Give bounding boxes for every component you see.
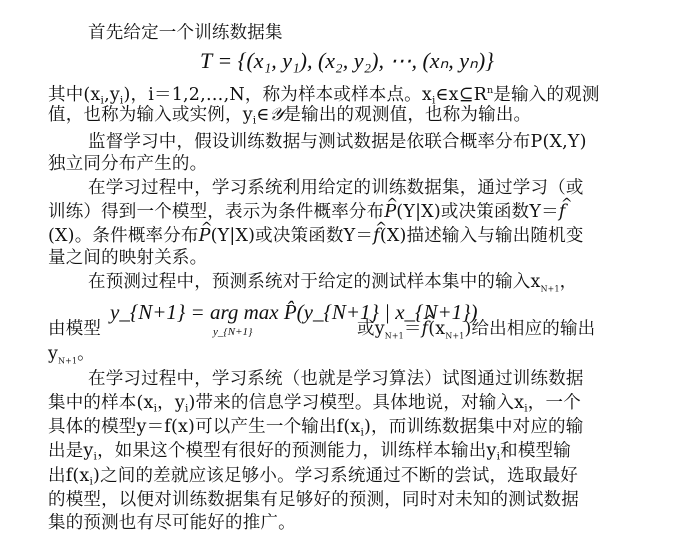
text-segment: 在学习过程中，学习系统（也就是学习算法）试图通过训练数据 xyxy=(88,369,584,389)
p-hat-symbol: ^ P xyxy=(199,225,211,247)
subscript: i xyxy=(252,114,257,127)
subscript: i xyxy=(360,426,365,439)
subscript: i xyxy=(89,475,94,488)
intro-text: 首先给定一个训练数据集 xyxy=(88,23,283,43)
text-segment: 在预测过程中，预测系统对于给定的测试样本集中的输入x xyxy=(88,272,541,292)
text-segment: (Y|X)或决策函数Y＝ xyxy=(210,226,374,246)
text-segment: 训练）得到一个模型，表示为条件概率分布 xyxy=(48,202,385,222)
subscript: i xyxy=(496,450,501,463)
learning-process-line-4 xyxy=(48,247,207,269)
p-hat-symbol: ^ P xyxy=(384,201,396,223)
text-segment: 和模型输 xyxy=(500,441,571,461)
text-segment: 具体的模型y＝f(x)可以产生一个输出f(x xyxy=(48,417,361,437)
dataset-formula-text: T = {(x₁, y₁), (x₂, y₂), ⋯, (xₙ, yₙ)} xyxy=(200,48,494,73)
supervised-learning-line-1 xyxy=(88,131,587,153)
subscript: i xyxy=(100,94,105,107)
subscript: N+1 xyxy=(58,356,78,366)
learning-process-line-3 xyxy=(48,225,584,247)
text-segment: y_{N+1} xyxy=(213,326,253,338)
learning-process-line-2 xyxy=(48,201,566,223)
text-segment: y xyxy=(48,344,59,364)
text-segment: )，而训练数据集中对应的输 xyxy=(364,417,584,437)
subscript: i xyxy=(119,94,124,107)
text-segment: 独立同分布产生的。 xyxy=(48,154,208,174)
f-hat-symbol: ^ f xyxy=(559,201,566,223)
text-segment: ＝ xyxy=(403,319,422,339)
sample-definition-line-2 xyxy=(48,104,531,126)
text-segment: 量之间的映射关系。 xyxy=(48,248,208,268)
subscript: i xyxy=(153,402,158,415)
subscript: N+1 xyxy=(540,284,560,294)
text-segment: 出是y xyxy=(48,441,94,461)
text-segment: )给出相应的输出 xyxy=(464,319,596,339)
text-segment: 是输出的观测值，也称为输出。 xyxy=(283,105,532,125)
text-segment: 值，也称为输入或实例，y xyxy=(48,105,253,125)
subscript: i xyxy=(184,402,189,415)
text-segment: ∈x⊆R xyxy=(435,84,487,105)
text-segment: )，i＝1,2,…,N，称为样本或样本点。x xyxy=(123,84,432,105)
superscript: n xyxy=(486,85,494,96)
argmax-subscript xyxy=(213,326,252,338)
subscript: N+1 xyxy=(384,331,404,341)
text-segment: 集的预测也有尽可能好的推广。 xyxy=(48,513,296,533)
text-segment: 是输入的观测 xyxy=(493,84,600,105)
text-segment: ， xyxy=(559,272,578,292)
text-segment: )带来的信息学习模型。具体地说，对输入x xyxy=(188,393,525,413)
text-segment: (X)描述输入与输出随机变 xyxy=(379,226,584,246)
f-hat-symbol: ^ f xyxy=(373,225,380,247)
text-segment: 。 xyxy=(77,344,95,364)
f-hat-symbol: ^ f xyxy=(422,318,429,340)
prediction-process-line-2a xyxy=(48,318,101,340)
text-segment: 在学习过程中，学习系统利用给定的训练数据集，通过学习（或 xyxy=(88,178,584,198)
text-segment: 出f(x xyxy=(48,466,90,486)
text-segment: (X)。条件概率分布 xyxy=(48,226,199,246)
script-y-symbol: 𝒴 xyxy=(269,105,284,125)
learning-system-line-7 xyxy=(48,512,296,534)
subscript: i xyxy=(431,94,436,107)
text-segment: (x xyxy=(428,319,446,339)
text-segment: 或y xyxy=(357,319,385,339)
learning-system-line-3 xyxy=(48,416,583,438)
prediction-process-line-3 xyxy=(48,343,95,365)
subscript: i xyxy=(93,450,98,463)
supervised-learning-line-2 xyxy=(48,153,207,175)
text-segment: ，如果这个模型有很好的预测能力，训练样本输出y xyxy=(97,441,497,461)
learning-system-line-6 xyxy=(48,489,579,511)
paragraph-intro-line xyxy=(88,22,283,44)
subscript: N+1 xyxy=(445,331,465,341)
text-segment: 其中(x xyxy=(48,84,101,105)
text-segment: 的模型，以便对训练数据集有足够好的预测，同时对未知的测试数据 xyxy=(48,490,579,510)
text-segment: 监督学习中，假设训练数据与测试数据是依联合概率分布P(X,Y) xyxy=(88,132,587,152)
prediction-process-line-1 xyxy=(88,271,577,293)
text-segment: )之间的差就应该足够小。学习系统通过不断的尝试，选取最好 xyxy=(93,466,578,486)
subscript: i xyxy=(524,402,528,415)
learning-system-line-4 xyxy=(48,440,571,462)
text-segment: ∈ xyxy=(256,105,270,125)
learning-system-line-5 xyxy=(48,465,578,487)
prediction-formula-text: y_{N+1} = arg max P̂(y_{N+1} | x_{N+1}) xyxy=(110,300,478,324)
text-segment: (Y|X)或决策函数Y＝ xyxy=(396,202,559,222)
text-segment: ，y xyxy=(157,393,185,413)
learning-process-line-1 xyxy=(88,177,584,199)
dataset-formula xyxy=(200,48,494,74)
text-segment: ，一个 xyxy=(527,393,581,413)
text-segment: 集中的样本(x xyxy=(48,393,154,413)
learning-system-line-2 xyxy=(48,392,581,414)
sample-definition-line-1 xyxy=(48,80,600,106)
text-segment: ,y xyxy=(104,84,120,105)
learning-system-line-1 xyxy=(88,368,584,390)
prediction-process-line-2b xyxy=(357,318,595,340)
text-segment: 由模型 xyxy=(48,319,102,339)
